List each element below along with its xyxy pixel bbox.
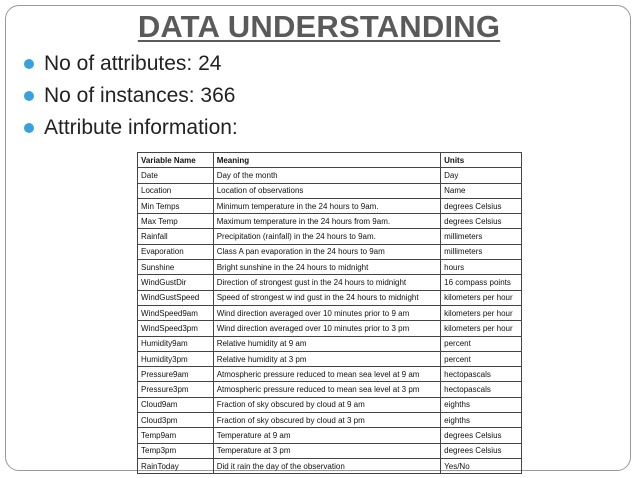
cell-meaning: Direction of strongest gust in the 24 hours to midnight bbox=[213, 275, 440, 290]
cell-units: eighths bbox=[441, 397, 522, 412]
cell-meaning: Atmospheric pressure reduced to mean sea level at 9 am bbox=[213, 367, 440, 382]
cell-units: degrees Celsius bbox=[441, 198, 522, 213]
cell-meaning: Wind direction averaged over 10 minutes prior to 3 pm bbox=[213, 321, 440, 336]
cell-units: kilometers per hour bbox=[441, 321, 522, 336]
cell-variable-name: Pressure3pm bbox=[138, 382, 214, 397]
cell-meaning: Relative humidity at 3 pm bbox=[213, 351, 440, 366]
cell-units: hectopascals bbox=[441, 382, 522, 397]
slide-title-text: DATA UNDERSTANDING bbox=[137, 9, 501, 44]
cell-variable-name: WindGustDir bbox=[138, 275, 214, 290]
cell-variable-name: Temp9am bbox=[138, 428, 214, 443]
table-row bbox=[138, 321, 522, 336]
table-row bbox=[138, 382, 522, 397]
cell-units: Name bbox=[441, 183, 522, 198]
header-variable-name: Variable Name bbox=[138, 153, 214, 168]
cell-meaning: Wind direction averaged over 10 minutes prior to 9 am bbox=[213, 305, 440, 320]
cell-variable-name: Humidity9am bbox=[138, 336, 214, 351]
cell-units: hectopascals bbox=[441, 367, 522, 382]
cell-variable-name: Location bbox=[138, 183, 214, 198]
cell-units: degrees Celsius bbox=[441, 214, 522, 229]
bullet-text: Attribute information: bbox=[44, 116, 238, 139]
table-row bbox=[138, 413, 522, 428]
cell-units: degrees Celsius bbox=[441, 428, 522, 443]
cell-meaning: Day of the month bbox=[213, 168, 440, 183]
cell-units: percent bbox=[441, 351, 522, 366]
table-header-row bbox=[138, 153, 522, 168]
cell-variable-name: Date bbox=[138, 168, 214, 183]
cell-units: millimeters bbox=[441, 244, 522, 259]
table-row bbox=[138, 367, 522, 382]
cell-meaning: Class A pan evaporation in the 24 hours to 9am bbox=[213, 244, 440, 259]
cell-meaning: Relative humidity at 9 am bbox=[213, 336, 440, 351]
cell-variable-name: WindSpeed9am bbox=[138, 305, 214, 320]
cell-meaning: Fraction of sky obscured by cloud at 3 pm bbox=[213, 413, 440, 428]
bullet-text: No of attributes: 24 bbox=[44, 52, 222, 75]
cell-meaning: Fraction of sky obscured by cloud at 9 am bbox=[213, 397, 440, 412]
cell-units: Day bbox=[441, 168, 522, 183]
table-row bbox=[138, 214, 522, 229]
bullet-item bbox=[24, 80, 238, 112]
table-row bbox=[138, 183, 522, 198]
table-row bbox=[138, 229, 522, 244]
cell-variable-name: Cloud9am bbox=[138, 397, 214, 412]
table-row bbox=[138, 198, 522, 213]
cell-units: millimeters bbox=[441, 229, 522, 244]
cell-meaning: Bright sunshine in the 24 hours to midnight bbox=[213, 260, 440, 275]
slide-title bbox=[0, 9, 638, 45]
bullet-list bbox=[24, 48, 238, 144]
cell-meaning: Temperature at 3 pm bbox=[213, 443, 440, 458]
header-meaning: Meaning bbox=[213, 153, 440, 168]
cell-variable-name: Temp3pm bbox=[138, 443, 214, 458]
table-row bbox=[138, 443, 522, 458]
table-row bbox=[138, 458, 522, 473]
cell-units: hours bbox=[441, 260, 522, 275]
bullet-item bbox=[24, 48, 238, 80]
cell-variable-name: Humidity3pm bbox=[138, 351, 214, 366]
cell-units: kilometers per hour bbox=[441, 305, 522, 320]
table-row bbox=[138, 428, 522, 443]
cell-units: kilometers per hour bbox=[441, 290, 522, 305]
table-body bbox=[138, 168, 522, 474]
cell-variable-name: WindGustSpeed bbox=[138, 290, 214, 305]
table-row bbox=[138, 290, 522, 305]
cell-meaning: Precipitation (rainfall) in the 24 hours to 9am. bbox=[213, 229, 440, 244]
table-row bbox=[138, 351, 522, 366]
table-row bbox=[138, 260, 522, 275]
cell-meaning: Atmospheric pressure reduced to mean sea level at 3 pm bbox=[213, 382, 440, 397]
bullet-dot-icon bbox=[24, 91, 34, 101]
cell-variable-name: Evaporation bbox=[138, 244, 214, 259]
bullet-text: No of instances: 366 bbox=[44, 84, 236, 107]
bullet-item bbox=[24, 112, 238, 144]
cell-meaning: Temperature at 9 am bbox=[213, 428, 440, 443]
cell-units: 16 compass points bbox=[441, 275, 522, 290]
cell-variable-name: Max Temp bbox=[138, 214, 214, 229]
table-row bbox=[138, 168, 522, 183]
table-row bbox=[138, 244, 522, 259]
cell-variable-name: Pressure9am bbox=[138, 367, 214, 382]
table-row bbox=[138, 305, 522, 320]
cell-meaning: Location of observations bbox=[213, 183, 440, 198]
cell-meaning: Maximum temperature in the 24 hours from 9am. bbox=[213, 214, 440, 229]
cell-variable-name: RainToday bbox=[138, 458, 214, 473]
bullet-dot-icon bbox=[24, 123, 34, 133]
attribute-table bbox=[137, 152, 522, 474]
cell-variable-name: Cloud3pm bbox=[138, 413, 214, 428]
cell-units: degrees Celsius bbox=[441, 443, 522, 458]
bullet-dot-icon bbox=[24, 59, 34, 69]
cell-meaning: Minimum temperature in the 24 hours to 9am. bbox=[213, 198, 440, 213]
cell-variable-name: Min Temps bbox=[138, 198, 214, 213]
cell-units: eighths bbox=[441, 413, 522, 428]
cell-variable-name: Sunshine bbox=[138, 260, 214, 275]
cell-variable-name: WindSpeed3pm bbox=[138, 321, 214, 336]
cell-units: Yes/No bbox=[441, 458, 522, 473]
cell-units: percent bbox=[441, 336, 522, 351]
cell-meaning: Speed of strongest w ind gust in the 24 hours to midnight bbox=[213, 290, 440, 305]
header-units: Units bbox=[441, 153, 522, 168]
table-row bbox=[138, 336, 522, 351]
table-row bbox=[138, 397, 522, 412]
table-row bbox=[138, 275, 522, 290]
cell-variable-name: Rainfall bbox=[138, 229, 214, 244]
cell-meaning: Did it rain the day of the observation bbox=[213, 458, 440, 473]
